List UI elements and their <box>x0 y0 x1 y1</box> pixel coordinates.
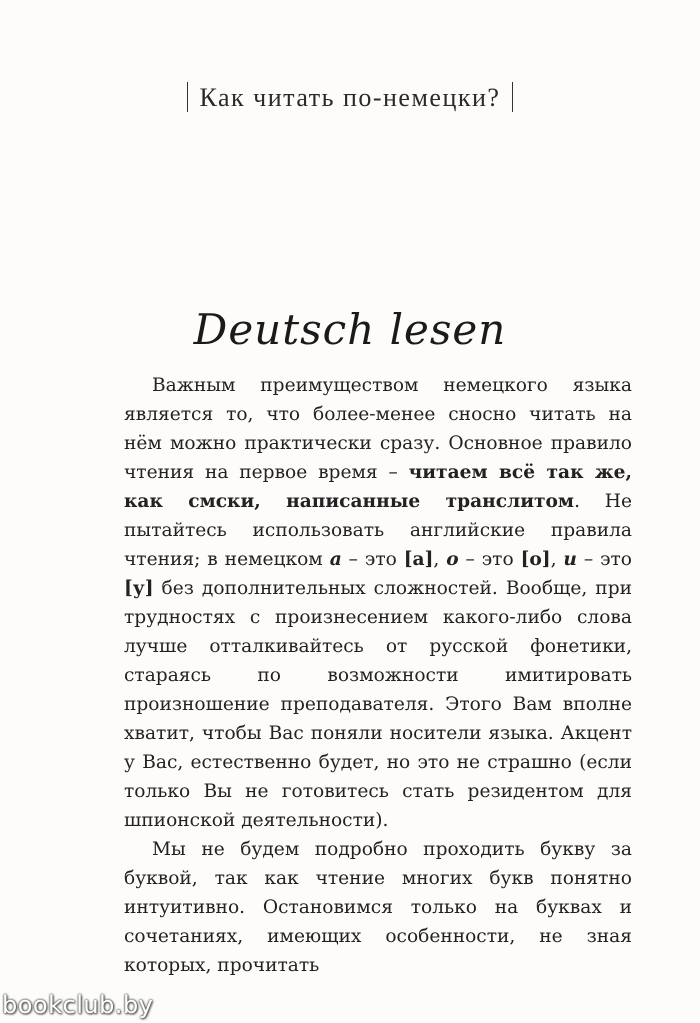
sound-a: [а] <box>403 549 434 570</box>
body-text <box>124 371 632 980</box>
watermark: bookclub.by <box>2 991 154 1019</box>
p1-text-3: – это <box>341 549 404 570</box>
letter-u: u <box>563 549 577 570</box>
letter-a: a <box>329 549 342 570</box>
sound-o: [о] <box>520 549 551 570</box>
paragraph-1 <box>124 371 632 835</box>
paragraph-2: Мы не будем подробно проходить букву за буквой, так как чтение многих букв понятно интуитивно. Остановимся только на буквах и сочетаниях, имеющих особенности, не зная которых, прочитать <box>124 839 632 976</box>
letter-o: o <box>446 549 459 570</box>
section-title: Deutsch lesen <box>193 305 507 354</box>
rule-highlight: читаем всё так же, как смски, написанные транслитом <box>124 462 632 512</box>
running-title: Как читать по-немецки? <box>199 83 501 112</box>
p1-text-1: Важным преимуществом немецкого языка является то, что более-менее сносно читать на нём можно практически сразу. Основное правило чтения на первое время – <box>124 375 632 483</box>
header-left-divider <box>187 82 188 112</box>
running-header <box>0 82 700 113</box>
header-right-divider <box>512 82 513 112</box>
p1-text-8: без дополнительных сложностей. Вообще, при трудностях с произнесением какого-либо слова лучше отталкивайтесь от русской фонетики, стараясь по возможности имитировать произношение преподавателя. Этого Вам вполне хватит, чтобы Вас поняли носители языка. Акцент у Вас, естественно будет, но это не страшно (если только Вы не готовитесь стать резидентом для шпионской деятельности). <box>124 578 632 831</box>
sound-u: [у] <box>124 578 154 599</box>
p1-text-4: , <box>433 549 447 570</box>
p1-text-2: . Не пытайтесь использовать английские правила чтения; в немецком <box>124 491 632 570</box>
p1-text-6: , <box>550 549 564 570</box>
p1-text-7: – это <box>576 549 632 570</box>
p1-text-5: – это <box>458 549 521 570</box>
